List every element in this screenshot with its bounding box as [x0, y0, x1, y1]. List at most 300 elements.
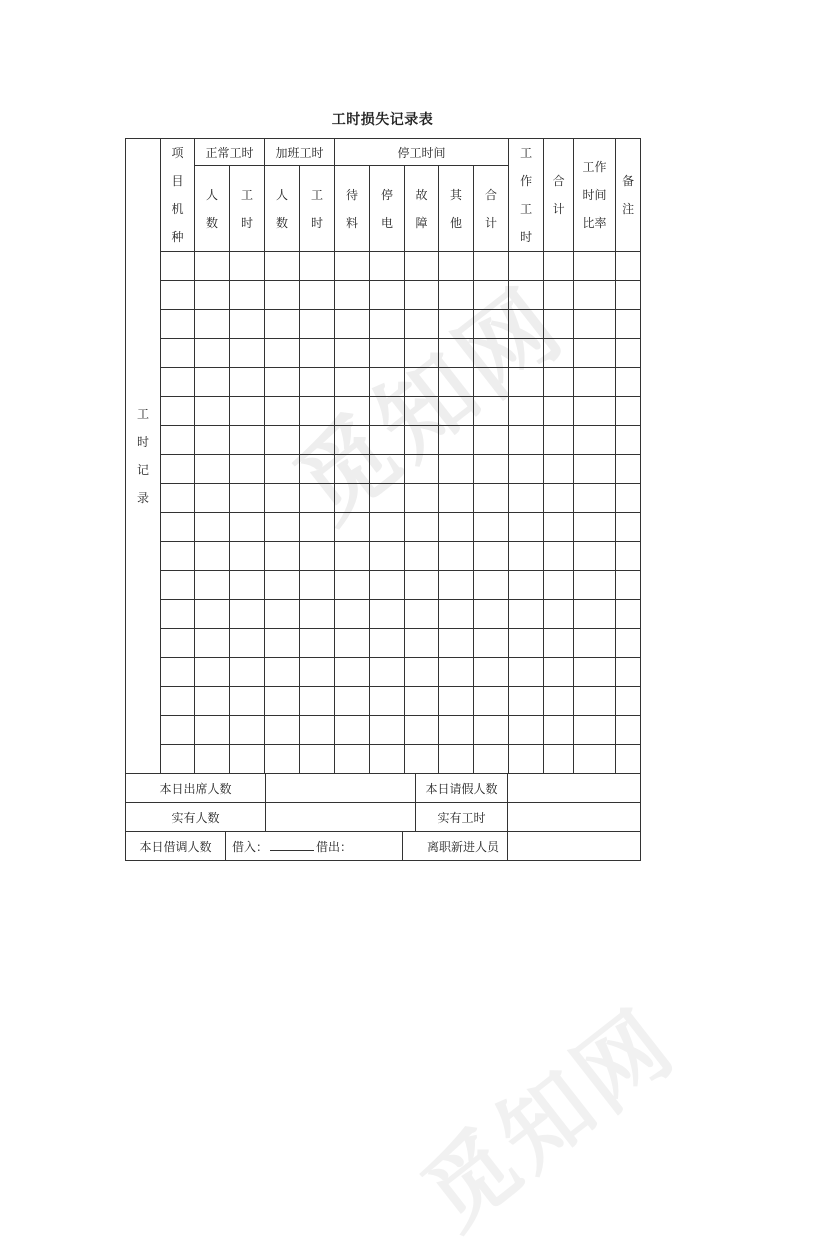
table-cell[interactable] [195, 455, 230, 484]
table-cell[interactable] [265, 484, 300, 513]
table-cell[interactable] [509, 600, 544, 629]
table-row [126, 629, 641, 658]
table-cell[interactable] [300, 426, 335, 455]
table-cell[interactable] [616, 687, 641, 716]
table-cell[interactable] [439, 484, 474, 513]
table-cell[interactable] [230, 426, 265, 455]
table-cell[interactable] [370, 310, 405, 339]
table-cell[interactable] [370, 600, 405, 629]
table-cell[interactable] [300, 252, 335, 281]
table-cell[interactable] [474, 455, 509, 484]
table-cell[interactable] [405, 687, 439, 716]
table-cell[interactable] [574, 600, 616, 629]
table-cell[interactable] [616, 281, 641, 310]
table-cell[interactable] [265, 687, 300, 716]
table-cell[interactable] [370, 716, 405, 745]
table-cell[interactable] [509, 455, 544, 484]
leave-label: 本日请假人数 [416, 774, 508, 803]
table-cell[interactable] [509, 310, 544, 339]
header-stop-other-text: 其他 [450, 187, 463, 230]
header-normal-hours [230, 166, 265, 252]
table-cell[interactable] [370, 426, 405, 455]
actual-people-value[interactable] [266, 803, 416, 832]
table-cell[interactable] [574, 281, 616, 310]
table-cell[interactable] [405, 629, 439, 658]
table-cell[interactable] [230, 600, 265, 629]
table-cell[interactable] [405, 600, 439, 629]
table-cell[interactable] [335, 252, 370, 281]
new-leave-value[interactable] [508, 832, 641, 861]
table-cell[interactable] [370, 281, 405, 310]
attend-value[interactable] [266, 774, 416, 803]
table-cell[interactable] [370, 629, 405, 658]
table-cell[interactable] [405, 542, 439, 571]
table-cell[interactable] [230, 368, 265, 397]
table-cell[interactable] [474, 658, 509, 687]
table-cell[interactable] [230, 252, 265, 281]
table-cell[interactable] [574, 571, 616, 600]
table-cell[interactable] [230, 716, 265, 745]
table-cell[interactable] [300, 658, 335, 687]
table-cell[interactable] [370, 339, 405, 368]
table-row [126, 368, 641, 397]
table-cell[interactable] [161, 281, 195, 310]
table-cell[interactable] [300, 484, 335, 513]
header-remark [616, 139, 641, 252]
header-work-hours [509, 139, 544, 252]
table-cell[interactable] [300, 455, 335, 484]
table-cell[interactable] [265, 658, 300, 687]
table-cell[interactable] [405, 397, 439, 426]
table-cell[interactable] [574, 455, 616, 484]
table-cell[interactable] [370, 687, 405, 716]
table-cell[interactable] [439, 281, 474, 310]
table-cell[interactable] [616, 745, 641, 774]
table-cell[interactable] [370, 571, 405, 600]
header-stop-total [474, 166, 509, 252]
header-stop-power [370, 166, 405, 252]
table-cell[interactable] [509, 745, 544, 774]
table-cell[interactable] [616, 252, 641, 281]
table-cell[interactable] [195, 658, 230, 687]
table-cell[interactable] [616, 571, 641, 600]
table-cell[interactable] [195, 484, 230, 513]
table-cell[interactable] [265, 571, 300, 600]
table-cell[interactable] [370, 455, 405, 484]
transfer-value[interactable] [226, 832, 403, 861]
table-cell[interactable] [405, 571, 439, 600]
table-cell[interactable] [161, 426, 195, 455]
table-row [126, 571, 641, 600]
table-cell[interactable] [574, 484, 616, 513]
table-cell[interactable] [265, 542, 300, 571]
table-cell[interactable] [405, 455, 439, 484]
table-cell[interactable] [574, 426, 616, 455]
table-cell[interactable] [161, 513, 195, 542]
table-cell[interactable] [335, 745, 370, 774]
table-cell[interactable] [544, 252, 574, 281]
table-cell[interactable] [161, 658, 195, 687]
table-cell[interactable] [335, 513, 370, 542]
table-cell[interactable] [439, 426, 474, 455]
table-cell[interactable] [300, 745, 335, 774]
table-cell[interactable] [265, 426, 300, 455]
table-cell[interactable] [439, 513, 474, 542]
table-cell[interactable] [195, 339, 230, 368]
table-cell[interactable] [544, 484, 574, 513]
table-cell[interactable] [335, 426, 370, 455]
table-cell[interactable] [474, 339, 509, 368]
table-cell[interactable] [439, 658, 474, 687]
table-cell[interactable] [509, 542, 544, 571]
table-cell[interactable] [616, 310, 641, 339]
table-row [126, 658, 641, 687]
table-cell[interactable] [265, 629, 300, 658]
table-cell[interactable] [405, 339, 439, 368]
table-cell[interactable] [616, 368, 641, 397]
header-normal-hours-text: 工时 [241, 187, 254, 230]
table-cell[interactable] [161, 687, 195, 716]
table-cell[interactable] [230, 687, 265, 716]
table-cell[interactable] [230, 484, 265, 513]
table-cell[interactable] [161, 600, 195, 629]
table-cell[interactable] [574, 513, 616, 542]
table-cell[interactable] [544, 629, 574, 658]
table-cell[interactable] [335, 687, 370, 716]
table-cell[interactable] [574, 716, 616, 745]
table-cell[interactable] [544, 310, 574, 339]
table-cell[interactable] [509, 687, 544, 716]
table-cell[interactable] [405, 426, 439, 455]
header-stop-fault [405, 166, 439, 252]
table-cell[interactable] [265, 513, 300, 542]
table-cell[interactable] [300, 310, 335, 339]
header-overtime: 加班工时 [265, 139, 335, 166]
table-cell[interactable] [474, 281, 509, 310]
table-cell[interactable] [405, 252, 439, 281]
table-cell[interactable] [161, 484, 195, 513]
header-stop-wait [335, 166, 370, 252]
table-cell[interactable] [544, 513, 574, 542]
table-cell[interactable] [616, 658, 641, 687]
table-cell[interactable] [544, 368, 574, 397]
table-cell[interactable] [509, 629, 544, 658]
table-row [126, 542, 641, 571]
table-cell[interactable] [544, 542, 574, 571]
table-cell[interactable] [161, 716, 195, 745]
table-cell[interactable] [509, 252, 544, 281]
table-cell[interactable] [616, 629, 641, 658]
table-cell[interactable] [574, 339, 616, 368]
watermark: 觅知网 [274, 266, 586, 544]
table-cell[interactable] [574, 542, 616, 571]
table-cell[interactable] [405, 281, 439, 310]
table-cell[interactable] [300, 687, 335, 716]
table-cell[interactable] [161, 397, 195, 426]
table-cell[interactable] [439, 310, 474, 339]
table-cell[interactable] [439, 716, 474, 745]
table-cell[interactable] [300, 339, 335, 368]
transfer-label: 本日借调人数 [126, 832, 226, 861]
table-cell[interactable] [230, 542, 265, 571]
table-cell[interactable] [405, 745, 439, 774]
table-cell[interactable] [300, 600, 335, 629]
table-cell[interactable] [544, 339, 574, 368]
header-normal: 正常工时 [195, 139, 265, 166]
table-cell[interactable] [574, 310, 616, 339]
table-cell[interactable] [195, 542, 230, 571]
table-cell[interactable] [161, 252, 195, 281]
table-cell[interactable] [616, 339, 641, 368]
table-cell[interactable] [195, 252, 230, 281]
table-cell[interactable] [544, 455, 574, 484]
table-cell[interactable] [161, 368, 195, 397]
table-cell[interactable] [335, 629, 370, 658]
table-cell[interactable] [405, 513, 439, 542]
table-cell[interactable] [335, 571, 370, 600]
table-cell[interactable] [474, 716, 509, 745]
table-cell[interactable] [439, 252, 474, 281]
table-cell[interactable] [300, 513, 335, 542]
table-cell[interactable] [616, 426, 641, 455]
table-cell[interactable] [439, 745, 474, 774]
table-cell[interactable] [405, 716, 439, 745]
table-cell[interactable] [474, 513, 509, 542]
table-cell[interactable] [544, 397, 574, 426]
table-cell[interactable] [335, 600, 370, 629]
table-cell[interactable] [335, 658, 370, 687]
table-cell[interactable] [370, 397, 405, 426]
table-cell[interactable] [230, 629, 265, 658]
table-cell[interactable] [161, 542, 195, 571]
table-cell[interactable] [230, 281, 265, 310]
table-cell[interactable] [616, 716, 641, 745]
table-cell[interactable] [574, 397, 616, 426]
table-cell[interactable] [195, 571, 230, 600]
table-cell[interactable] [195, 310, 230, 339]
table-cell[interactable] [335, 455, 370, 484]
table-cell[interactable] [509, 426, 544, 455]
table-cell[interactable] [370, 513, 405, 542]
table-cell[interactable] [474, 600, 509, 629]
table-cell[interactable] [616, 484, 641, 513]
borrow-in-label: 借入： [232, 839, 269, 854]
table-cell[interactable] [439, 339, 474, 368]
table-cell[interactable] [616, 513, 641, 542]
table-cell[interactable] [230, 745, 265, 774]
table-cell[interactable] [195, 687, 230, 716]
table-row [126, 310, 641, 339]
borrow-in-blank[interactable] [270, 840, 314, 851]
table-cell[interactable] [161, 339, 195, 368]
table-cell[interactable] [230, 455, 265, 484]
table-cell[interactable] [474, 629, 509, 658]
table-cell[interactable] [265, 716, 300, 745]
header-overtime-hours-text: 工时 [311, 187, 324, 230]
table-cell[interactable] [474, 368, 509, 397]
new-leave-label: 离职新进人员 [403, 832, 508, 861]
table-cell[interactable] [544, 716, 574, 745]
table-cell[interactable] [405, 310, 439, 339]
table-row [126, 339, 641, 368]
table-cell[interactable] [474, 542, 509, 571]
table-cell[interactable] [439, 629, 474, 658]
table-cell[interactable] [230, 513, 265, 542]
table-cell[interactable] [300, 281, 335, 310]
table-cell[interactable] [574, 629, 616, 658]
table-cell[interactable] [265, 252, 300, 281]
table-cell[interactable] [474, 252, 509, 281]
header-total-text: 合计 [552, 174, 565, 216]
table-cell[interactable] [544, 281, 574, 310]
table-cell[interactable] [370, 745, 405, 774]
table-cell[interactable] [335, 397, 370, 426]
table-cell[interactable] [439, 455, 474, 484]
table-cell[interactable] [265, 339, 300, 368]
table-cell[interactable] [265, 600, 300, 629]
table-cell[interactable] [474, 571, 509, 600]
table-cell[interactable] [439, 368, 474, 397]
table-cell[interactable] [616, 397, 641, 426]
table-cell[interactable] [335, 716, 370, 745]
table-cell[interactable] [230, 397, 265, 426]
table-cell[interactable] [544, 571, 574, 600]
header-overtime-people [265, 166, 300, 252]
table-cell[interactable] [474, 310, 509, 339]
table-cell[interactable] [300, 629, 335, 658]
header-normal-people [195, 166, 230, 252]
table-row [126, 484, 641, 513]
table-cell[interactable] [509, 368, 544, 397]
table-cell[interactable] [300, 542, 335, 571]
table-cell[interactable] [405, 484, 439, 513]
table-cell[interactable] [574, 745, 616, 774]
table-cell[interactable] [230, 571, 265, 600]
header-total [544, 139, 574, 252]
table-row [126, 426, 641, 455]
table-cell[interactable] [300, 571, 335, 600]
table-cell[interactable] [300, 368, 335, 397]
table-cell[interactable] [335, 484, 370, 513]
table-cell[interactable] [265, 455, 300, 484]
table-cell[interactable] [370, 368, 405, 397]
table-cell[interactable] [265, 397, 300, 426]
table-cell[interactable] [335, 339, 370, 368]
table-cell[interactable] [574, 658, 616, 687]
header-stop-other [439, 166, 474, 252]
table-cell[interactable] [335, 310, 370, 339]
table-cell[interactable] [161, 629, 195, 658]
table-cell[interactable] [335, 281, 370, 310]
table-cell[interactable] [370, 484, 405, 513]
table-cell[interactable] [574, 368, 616, 397]
table-cell[interactable] [616, 455, 641, 484]
table-cell[interactable] [439, 542, 474, 571]
table-cell[interactable] [265, 281, 300, 310]
header-overtime-people-text: 人数 [276, 187, 289, 230]
table-cell[interactable] [300, 397, 335, 426]
table-cell[interactable] [544, 426, 574, 455]
table-cell[interactable] [544, 658, 574, 687]
table-cell[interactable] [474, 687, 509, 716]
table-cell[interactable] [616, 600, 641, 629]
table-cell[interactable] [195, 600, 230, 629]
leave-value[interactable] [508, 774, 641, 803]
table-cell[interactable] [474, 426, 509, 455]
table-cell[interactable] [300, 716, 335, 745]
table-cell[interactable] [544, 687, 574, 716]
table-cell[interactable] [405, 658, 439, 687]
table-cell[interactable] [195, 281, 230, 310]
table-cell[interactable] [230, 339, 265, 368]
table-cell[interactable] [474, 397, 509, 426]
table-cell[interactable] [161, 745, 195, 774]
table-cell[interactable] [195, 513, 230, 542]
table-cell[interactable] [230, 658, 265, 687]
table-cell[interactable] [544, 600, 574, 629]
table-cell[interactable] [474, 484, 509, 513]
table-cell[interactable] [439, 600, 474, 629]
table-cell[interactable] [335, 542, 370, 571]
table-cell[interactable] [439, 687, 474, 716]
table-cell[interactable] [509, 571, 544, 600]
table-cell[interactable] [195, 368, 230, 397]
page-title: 工时损失记录表 [331, 112, 434, 128]
table-cell[interactable] [195, 397, 230, 426]
table-cell[interactable] [509, 658, 544, 687]
table-cell[interactable] [509, 397, 544, 426]
table-cell[interactable] [509, 716, 544, 745]
table-cell[interactable] [161, 571, 195, 600]
table-cell[interactable] [370, 658, 405, 687]
header-normal-people-text: 人数 [206, 187, 219, 230]
table-cell[interactable] [161, 455, 195, 484]
table-cell[interactable] [161, 310, 195, 339]
table-cell[interactable] [574, 687, 616, 716]
table-cell[interactable] [544, 745, 574, 774]
table-cell[interactable] [405, 368, 439, 397]
borrow-out-label: 借出： [316, 839, 353, 854]
table-cell[interactable] [230, 310, 265, 339]
table-cell[interactable] [195, 716, 230, 745]
table-cell[interactable] [195, 745, 230, 774]
table-cell[interactable] [265, 745, 300, 774]
table-cell[interactable] [265, 368, 300, 397]
table-cell[interactable] [370, 542, 405, 571]
table-cell[interactable] [474, 745, 509, 774]
table-cell[interactable] [509, 513, 544, 542]
table-cell[interactable] [195, 629, 230, 658]
table-row [126, 397, 641, 426]
table-cell[interactable] [509, 281, 544, 310]
table-cell[interactable] [439, 571, 474, 600]
table-cell[interactable] [370, 252, 405, 281]
table-cell[interactable] [265, 310, 300, 339]
table-cell[interactable] [335, 368, 370, 397]
table-cell[interactable] [195, 426, 230, 455]
actual-hours-label: 实有工时 [416, 803, 508, 832]
header-stop-total-text: 合计 [485, 187, 498, 230]
header-stop: 停工时间 [335, 139, 509, 166]
header-stop-fault-text: 故障 [415, 187, 428, 230]
table-cell[interactable] [509, 484, 544, 513]
table-cell[interactable] [439, 397, 474, 426]
table-cell[interactable] [574, 252, 616, 281]
header-stop-power-text: 停电 [381, 187, 394, 230]
table-cell[interactable] [509, 339, 544, 368]
actual-hours-value[interactable] [508, 803, 641, 832]
table-cell[interactable] [616, 542, 641, 571]
